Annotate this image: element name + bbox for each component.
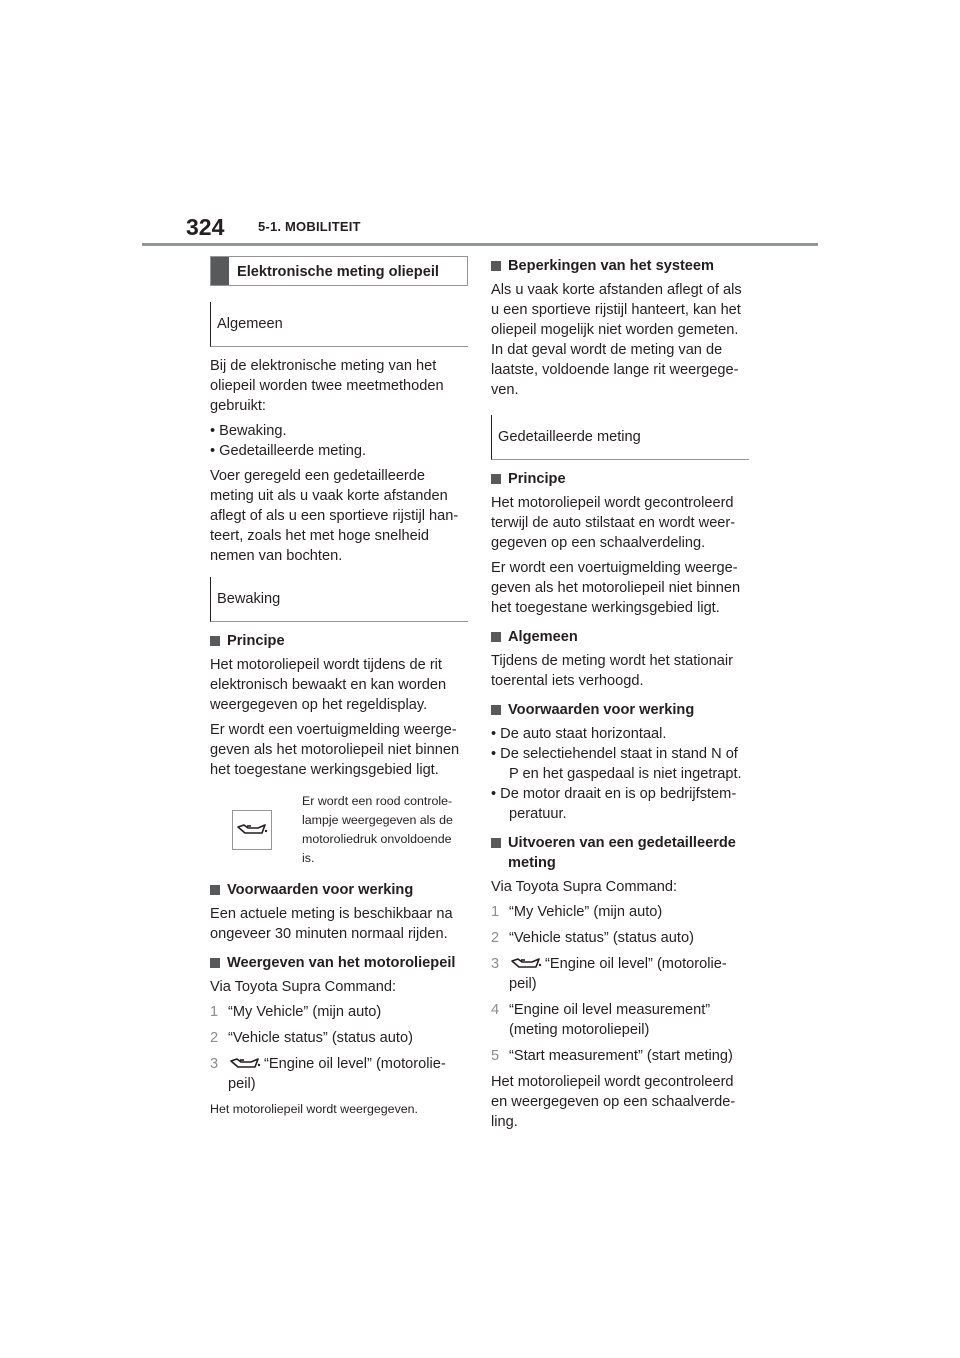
- step-number: 5: [491, 1048, 500, 1064]
- step-number: 2: [491, 930, 500, 946]
- bullet-item: • Gedetailleerde meting.: [210, 443, 366, 459]
- advice-text: Voer geregeld een gedetailleerde meting uit als u vaak korte afstanden aflegt of als u een sportieve rijstijl han-teert, zoals het met hoge snelheid nemen van bochten.: [210, 468, 459, 564]
- section-heading-text: Elektronische meting oliepeil: [237, 264, 439, 280]
- step-number: 3: [491, 956, 500, 972]
- heading-uitvoeren-text: Uitvoeren van een gedetailleerde meting: [508, 835, 736, 871]
- right-column: [491, 256, 749, 1137]
- heading-weergeven: [210, 953, 468, 973]
- heading-beperkingen-text: Beperkingen van het systeem: [508, 258, 715, 274]
- step-item: [210, 1054, 468, 1094]
- header-rule: [142, 243, 818, 246]
- step-item: [491, 928, 749, 948]
- step-text: “Vehicle status” (status auto): [509, 930, 694, 946]
- step-number: 2: [210, 1030, 219, 1046]
- heading-algemeen-text: Algemeen: [508, 629, 578, 645]
- step-item: [491, 1046, 749, 1066]
- chapter-title: 5-1. MOBILITEIT: [258, 219, 361, 234]
- step-text: “Vehicle status” (status auto): [228, 1030, 413, 1046]
- heading-voorwaarden-text: Voorwaarden voor werking: [227, 882, 414, 898]
- step-text: “My Vehicle” (mijn auto): [509, 904, 663, 920]
- bullet-item: • De selectiehendel staat in stand N of P en het gaspedaal is niet ingetrapt.: [491, 746, 742, 782]
- subheading-algemeen: [210, 302, 468, 347]
- heading-voorwaarden: [210, 880, 468, 900]
- left-column: [210, 256, 468, 1123]
- step-text: “Engine oil level” (motorolie-peil): [509, 956, 727, 992]
- intro-text: Bij de elektronische meting van het oliepeil worden twee meetmethoden gebruikt:: [210, 358, 444, 414]
- step-item: [210, 1028, 468, 1048]
- heading-principe: [491, 469, 749, 489]
- step-number: 1: [491, 904, 500, 920]
- oil-can-icon: [509, 957, 543, 971]
- principe-text: Het motoroliepeil wordt gecontroleerd terwijl de auto stilstaat en wordt weer-gegeven op een schaalverdeling.: [491, 495, 736, 551]
- algemeen-text: Tijdens de meting wordt het stationair toerental iets verhoogd.: [491, 653, 734, 689]
- heading-principe-text: Principe: [508, 471, 566, 487]
- section-heading: [210, 256, 468, 286]
- bullet-item: • De motor draait en is op bedrijfstem-peratuur.: [491, 786, 737, 822]
- step-item: [491, 954, 749, 994]
- voorwaarden-text: Een actuele meting is beschikbaar na ongeveer 30 minuten normaal rijden.: [210, 906, 453, 942]
- step-text: “My Vehicle” (mijn auto): [228, 1004, 382, 1020]
- principe-text: Er wordt een voertuigmelding weerge-geven als het motoroliepeil niet binnen het toegestane werkingsgebied ligt.: [210, 722, 460, 778]
- heading-voorwaarden: [491, 700, 749, 720]
- result-text: Het motoroliepeil wordt weergegeven.: [210, 1102, 418, 1116]
- bullet-item: • De auto staat horizontaal.: [491, 726, 667, 742]
- via-text: Via Toyota Supra Command:: [210, 979, 397, 995]
- section-heading-bar: [211, 257, 229, 285]
- heading-principe-text: Principe: [227, 633, 285, 649]
- heading-beperkingen: [491, 256, 749, 276]
- step-number: 1: [210, 1004, 219, 1020]
- heading-weergeven-text: Weergeven van het motoroliepeil: [227, 955, 456, 971]
- step-item: [210, 1002, 468, 1022]
- oil-can-icon: [228, 1057, 262, 1071]
- step-text: “Engine oil level measurement” (meting motoroliepeil): [509, 1002, 711, 1038]
- heading-voorwaarden-text: Voorwaarden voor werking: [508, 702, 695, 718]
- result-text: Het motoroliepeil wordt gecontroleerd en weergegeven op een schaalverde-ling.: [491, 1074, 736, 1130]
- step-number: 3: [210, 1056, 219, 1072]
- step-item: [491, 902, 749, 922]
- warning-icon-box: [210, 792, 468, 868]
- principe-text: Het motoroliepeil wordt tijdens de rit elektronisch bewaakt en kan worden weergegeven op het regeldisplay.: [210, 657, 447, 713]
- step-text: “Engine oil level” (motorolie-peil): [228, 1056, 446, 1092]
- heading-uitvoeren: [491, 833, 749, 873]
- subheading-bewaking: [210, 577, 468, 622]
- oil-can-icon: [236, 822, 268, 838]
- oil-can-icon-frame: [232, 810, 272, 850]
- page-number: 324: [186, 214, 225, 240]
- icon-caption: Er wordt een rood controle-lampje weergegeven als de motoroliedruk onvoldoende is.: [302, 794, 453, 865]
- principe-text: Er wordt een voertuigmelding weerge-geven als het motoroliepeil niet binnen het toegestane werkingsgebied ligt.: [491, 560, 741, 616]
- subheading-gedetailleerd-text: Gedetailleerde meting: [498, 429, 641, 445]
- subheading-bewaking-text: Bewaking: [217, 591, 281, 607]
- step-item: [491, 1000, 749, 1040]
- bullet-item: • Bewaking.: [210, 423, 287, 439]
- step-text: “Start measurement” (start meting): [509, 1048, 733, 1064]
- heading-algemeen: [491, 627, 749, 647]
- subheading-gedetailleerd: [491, 415, 749, 460]
- heading-principe: [210, 631, 468, 651]
- via-text: Via Toyota Supra Command:: [491, 879, 678, 895]
- step-number: 4: [491, 1002, 500, 1018]
- beperkingen-text: Als u vaak korte afstanden aflegt of als u een sportieve rijstijl hanteert, kan het oliepeil mogelijk niet worden gemeten. In dat geval wordt de meting van de laatste, voldoende lange rit weergege-ven.: [491, 282, 742, 398]
- subheading-algemeen-text: Algemeen: [217, 316, 283, 332]
